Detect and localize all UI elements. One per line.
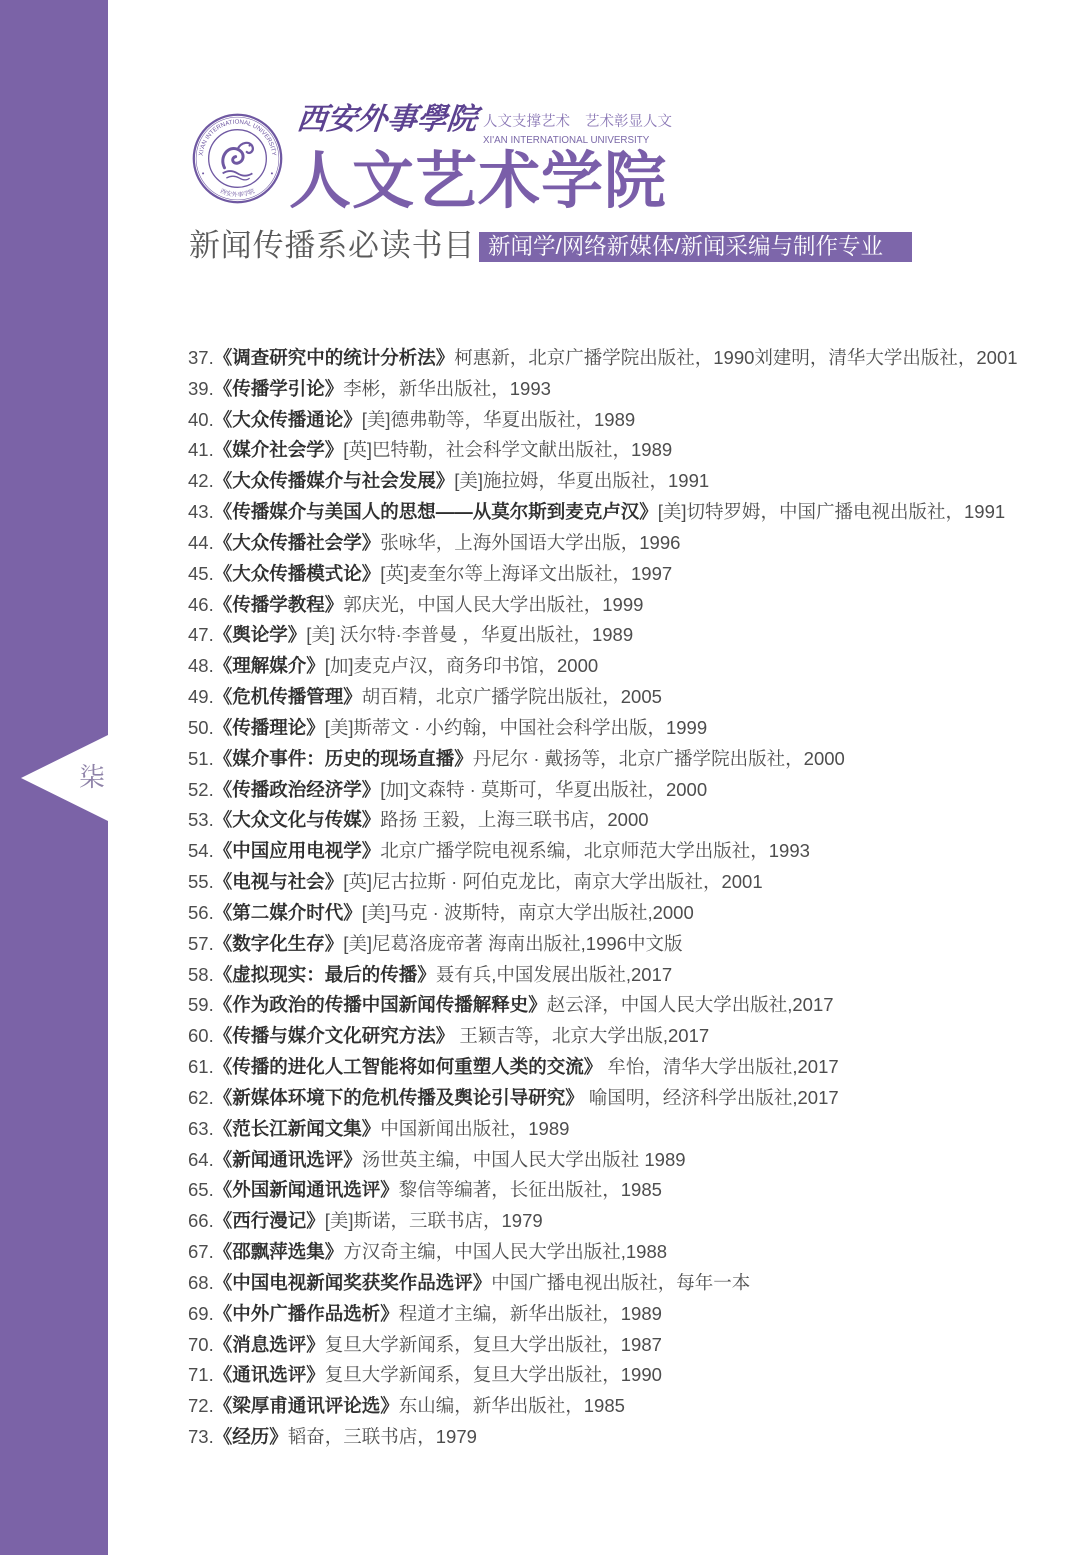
book-num: 62. xyxy=(188,1086,214,1108)
book-num: 65. xyxy=(188,1179,214,1201)
book-rest: 中国新闻出版社，1989 xyxy=(380,1117,570,1139)
book-title: 《经历》 xyxy=(213,1425,288,1447)
book-num: 42. xyxy=(188,470,214,492)
list-item xyxy=(188,1206,1068,1237)
book-rest: 方汉奇主编，中国人民大学出版社,1988 xyxy=(343,1241,668,1263)
book-title: 《危机传播管理》 xyxy=(213,686,362,708)
book-rest: 牟怡，清华大学出版社,2017 xyxy=(602,1056,839,1078)
book-num: 47. xyxy=(188,624,214,646)
list-item xyxy=(188,1360,1068,1391)
book-num: 69. xyxy=(188,1302,214,1324)
list-item xyxy=(188,744,1068,775)
book-title: 《传播的进化人工智能将如何重塑人类的交流》 xyxy=(213,1056,603,1078)
list-item xyxy=(188,836,1068,867)
book-title: 《传播学教程》 xyxy=(213,593,344,615)
book-title: 《通讯选评》 xyxy=(213,1364,325,1386)
book-rest: 黎信等编著，长征出版社，1985 xyxy=(398,1179,662,1201)
university-seal-icon xyxy=(191,112,284,205)
book-rest: [美]斯诺，三联书店，1979 xyxy=(324,1210,543,1232)
book-num: 39. xyxy=(188,377,214,399)
book-title: 《中国应用电视学》 xyxy=(213,840,381,862)
list-item xyxy=(188,1052,1068,1083)
book-title: 《调查研究中的统计分析法》 xyxy=(213,347,455,368)
book-num: 72. xyxy=(188,1395,214,1417)
book-rest: 胡百精，北京广播学院出版社，2005 xyxy=(361,686,662,708)
list-item xyxy=(188,435,1068,466)
majors-banner: 新闻学/网络新媒体/新闻采编与制作专业 xyxy=(479,232,912,262)
list-item xyxy=(188,990,1068,1021)
book-title: 《梁厚甫通讯评论选》 xyxy=(213,1395,399,1417)
book-title: 《西行漫记》 xyxy=(213,1210,325,1232)
list-item xyxy=(188,960,1068,991)
book-num: 59. xyxy=(188,994,214,1016)
book-title: 《大众传播通论》 xyxy=(213,408,362,430)
list-title: 新闻传播系必读书目 xyxy=(189,228,476,263)
book-num: 57. xyxy=(188,932,214,954)
book-num: 50. xyxy=(188,716,214,738)
book-rest: [美]尼葛洛庞帝著 海南出版社,1996中文版 xyxy=(343,932,683,954)
book-num: 52. xyxy=(188,778,214,800)
book-num: 66. xyxy=(188,1210,214,1232)
book-title: 《大众传播模式论》 xyxy=(213,562,381,584)
list-item xyxy=(188,1422,1068,1453)
list-item xyxy=(188,1268,1068,1299)
book-num: 46. xyxy=(188,593,214,615)
list-item xyxy=(188,1083,1068,1114)
list-item xyxy=(188,620,1068,651)
seal-ring-text-cn: 西安外事学院 xyxy=(219,187,256,199)
seal-ring-text-en: XI'AN INTERNATIONAL UNIVERSITY xyxy=(197,118,278,157)
book-title: 《新闻通讯选评》 xyxy=(213,1148,362,1170)
book-num: 56. xyxy=(188,901,214,923)
book-title: 《大众传播媒介与社会发展》 xyxy=(213,470,455,492)
book-rest: [美]德弗勒等，华夏出版社，1989 xyxy=(361,408,636,430)
book-title: 《大众文化与传媒》 xyxy=(213,809,381,831)
book-rest: 柯惠新，北京广播学院出版社，1990刘建明，清华大学出版社，2001 xyxy=(454,347,1018,368)
book-num: 67. xyxy=(188,1241,214,1263)
book-num: 53. xyxy=(188,809,214,831)
book-rest: [美]切特罗姆，中国广播电视出版社，1991 xyxy=(657,501,1006,523)
book-num: 58. xyxy=(188,963,214,985)
book-num: 68. xyxy=(188,1271,214,1293)
book-title: 《传播媒介与美国人的思想——从莫尔斯到麦克卢汉》 xyxy=(213,501,658,523)
book-rest: 喻国明，经济科学出版社,2017 xyxy=(583,1086,839,1108)
book-rest: 东山编，新华出版社，1985 xyxy=(398,1395,625,1417)
list-item xyxy=(188,1114,1068,1145)
reading-list xyxy=(188,343,1068,1453)
book-num: 73. xyxy=(188,1425,214,1447)
book-rest: 北京广播学院电视系编，北京师范大学出版社，1993 xyxy=(380,840,810,862)
book-title: 《传播与媒介文化研究方法》 xyxy=(213,1025,455,1047)
list-item xyxy=(188,497,1068,528)
list-item xyxy=(188,651,1068,682)
list-item xyxy=(188,466,1068,497)
book-num: 55. xyxy=(188,871,214,893)
list-item xyxy=(188,559,1068,590)
book-num: 49. xyxy=(188,686,214,708)
book-num: 48. xyxy=(188,655,214,677)
book-num: 63. xyxy=(188,1117,214,1139)
book-rest: [英]麦奎尔等上海译文出版社，1997 xyxy=(380,562,673,584)
book-num: 41. xyxy=(188,439,214,461)
book-rest: [美]施拉姆，华夏出版社，1991 xyxy=(454,470,710,492)
book-title: 《外国新闻通讯选评》 xyxy=(213,1179,399,1201)
book-rest: [英]尼古拉斯 · 阿伯克龙比，南京大学出版社，2001 xyxy=(343,871,763,893)
book-title: 《虚拟现实：最后的传播》 xyxy=(213,963,436,985)
motto-part: 人文支撑艺术 xyxy=(483,114,570,130)
book-rest: 张咏华，上海外国语大学出版，1996 xyxy=(380,531,681,553)
list-item xyxy=(188,1237,1068,1268)
book-title: 《范长江新闻文集》 xyxy=(213,1117,381,1139)
list-item xyxy=(188,1391,1068,1422)
book-num: 64. xyxy=(188,1148,214,1170)
book-title: 《作为政治的传播中国新闻传播解释史》 xyxy=(213,994,547,1016)
book-num: 45. xyxy=(188,562,214,584)
book-rest: 王颖吉等，北京大学出版,2017 xyxy=(454,1025,710,1047)
list-item xyxy=(188,898,1068,929)
book-title: 《第二媒介时代》 xyxy=(213,901,362,923)
list-item xyxy=(188,713,1068,744)
book-title: 《数字化生存》 xyxy=(213,932,344,954)
book-title: 《电视与社会》 xyxy=(213,871,344,893)
book-num: 40. xyxy=(188,408,214,430)
book-num: 43. xyxy=(188,501,214,523)
book-rest: [美]马克 · 波斯特，南京大学出版社,2000 xyxy=(361,901,694,923)
list-item xyxy=(188,1145,1068,1176)
book-rest: 中国广播电视出版社，每年一本 xyxy=(491,1271,751,1293)
book-title: 《消息选评》 xyxy=(213,1333,325,1355)
book-rest: 李彬，新华出版社，1993 xyxy=(343,377,551,399)
book-num: 44. xyxy=(188,531,214,553)
school-name: 人文艺术学院 xyxy=(289,147,668,216)
book-num: 37. xyxy=(188,347,214,368)
book-rest: 韬奋，三联书店，1979 xyxy=(287,1425,477,1447)
list-item xyxy=(188,929,1068,960)
page-marker: 柒 xyxy=(79,763,106,793)
book-title: 《新媒体环境下的危机传播及舆论引导研究》 xyxy=(213,1086,584,1108)
book-title: 《传播学引论》 xyxy=(213,377,344,399)
book-rest: [美]斯蒂文 · 小约翰，中国社会科学出版，1999 xyxy=(324,716,708,738)
book-rest: 复旦大学新闻系，复旦大学出版社，1987 xyxy=(324,1333,662,1355)
book-num: 61. xyxy=(188,1056,214,1078)
list-item xyxy=(188,775,1068,806)
book-rest: 丹尼尔 · 戴扬等，北京广播学院出版社，2000 xyxy=(472,747,845,769)
book-rest: 复旦大学新闻系，复旦大学出版社，1990 xyxy=(324,1364,662,1386)
book-title: 《中国电视新闻奖获奖作品选评》 xyxy=(213,1271,492,1293)
motto xyxy=(483,113,672,131)
book-rest: 聂有兵,中国发展出版社,2017 xyxy=(435,963,673,985)
book-num: 54. xyxy=(188,840,214,862)
book-num: 60. xyxy=(188,1025,214,1047)
book-num: 70. xyxy=(188,1333,214,1355)
university-calligraphy: 西安外事學院 xyxy=(295,103,479,136)
book-title: 《邵飘萍选集》 xyxy=(213,1241,344,1263)
book-rest: 汤世英主编，中国人民大学出版社 1989 xyxy=(361,1148,686,1170)
list-item xyxy=(188,867,1068,898)
motto-part: 艺术彰显人文 xyxy=(585,114,672,130)
list-item xyxy=(188,682,1068,713)
university-english-name: XI'AN INTERNATIONAL UNIVERSITY xyxy=(483,135,650,146)
book-title: 《传播理论》 xyxy=(213,716,325,738)
book-title: 《媒介社会学》 xyxy=(213,439,344,461)
book-rest: 路扬 王毅，上海三联书店，2000 xyxy=(380,809,649,831)
book-rest: 郭庆光，中国人民大学出版社，1999 xyxy=(343,593,644,615)
book-rest: [加]麦克卢汉，商务印书馆，2000 xyxy=(324,655,599,677)
list-item xyxy=(188,1021,1068,1052)
list-item xyxy=(188,405,1068,436)
book-title: 《大众传播社会学》 xyxy=(213,531,381,553)
list-item xyxy=(188,1299,1068,1330)
book-rest: 程道才主编，新华出版社，1989 xyxy=(398,1302,662,1324)
list-item xyxy=(188,1330,1068,1361)
book-rest: 赵云泽，中国人民大学出版社,2017 xyxy=(546,994,834,1016)
book-num: 71. xyxy=(188,1364,214,1386)
list-item xyxy=(188,374,1068,405)
book-num: 51. xyxy=(188,747,214,769)
list-item xyxy=(188,805,1068,836)
list-item xyxy=(188,590,1068,621)
book-rest: [加]文森特 · 莫斯可，华夏出版社，2000 xyxy=(380,778,708,800)
book-title: 《理解媒介》 xyxy=(213,655,325,677)
book-title: 《媒介事件：历史的现场直播》 xyxy=(213,747,473,769)
list-item xyxy=(188,343,1068,374)
book-rest: [英]巴特勒，社会科学文献出版社，1989 xyxy=(343,439,673,461)
book-title: 《舆论学》 xyxy=(213,624,307,646)
list-item xyxy=(188,1175,1068,1206)
list-item xyxy=(188,528,1068,559)
book-title: 《传播政治经济学》 xyxy=(213,778,381,800)
book-rest: [美] 沃尔特·李普曼 ，华夏出版社，1989 xyxy=(306,624,634,646)
book-title: 《中外广播作品选析》 xyxy=(213,1302,399,1324)
